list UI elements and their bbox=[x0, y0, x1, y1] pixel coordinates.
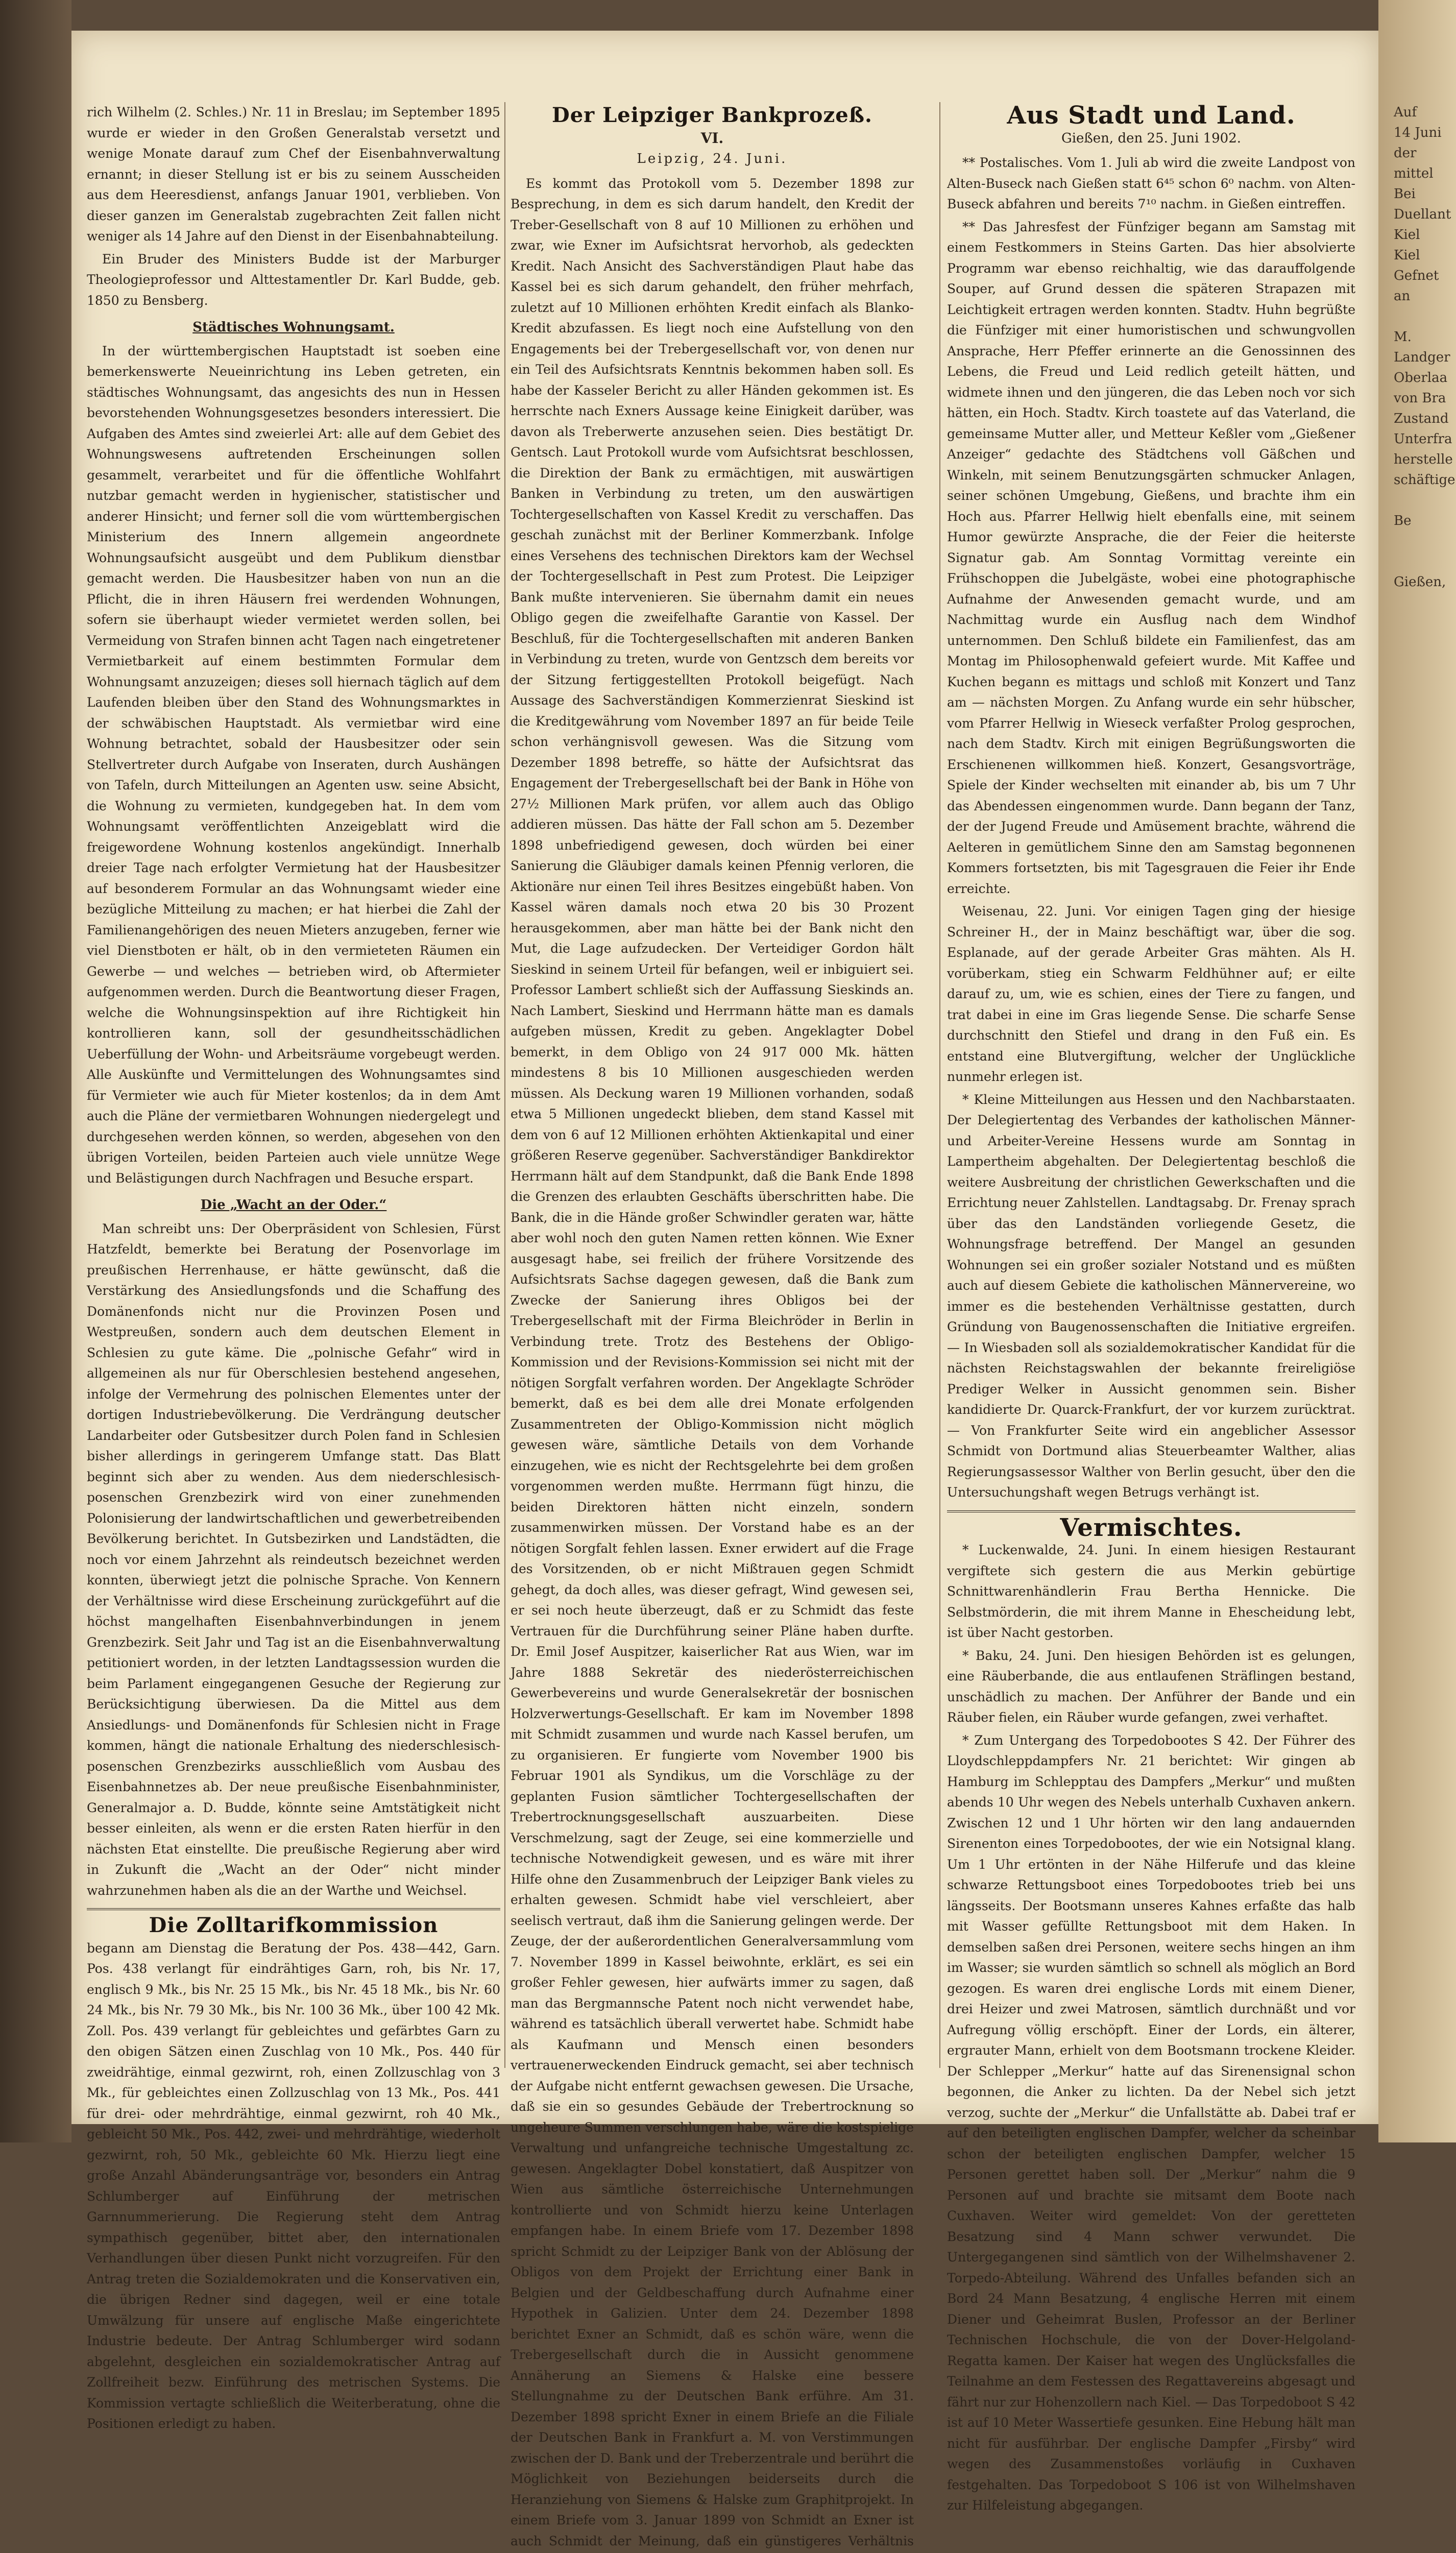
article-paragraph: In der württembergischen Hauptstadt ist soeben eine bemerkenswerte Neueinrichtung ins Leben getreten, ein städtisches Wohnungsamt, das angesichts des nun in Hessen bevorstehenden Wohnungsgesetzes besonders interessiert. Die Aufgaben des Amtes sind zweierlei Art: alle auf dem Gebiet des Wohnungswesens auftretenden Erscheinungen sollen gesammelt, verarbeitet und für die öffentliche Wohlfahrt nutzbar gemacht werden in hygienischer, statistischer und anderer Hinsicht; und ferner soll die vom württembergischen Ministerium des Innern allgemein angeordnete Wohnungsaufsicht ausgeübt und dem Publikum dienstbar gemacht werden. Die Hausbesitzer haben von nun an die Pflicht, die in ihren Häusern frei werdenden Wohnungen, sofern sie überhaupt wieder vermietet werden sollen, bei Vermeidung von Strafen binnen acht Tagen nach eingetretener Vermietbarkeit auf einem bestimmten Formular dem Wohnungsamt anzuzeigen; dieses soll hiernach täglich auf dem Laufenden bleiben über den Stand des Wohnungsmarktes in der schwäbischen Hauptstadt. Als vermietbar wird eine Wohnung betrachtet, sobald der Hausbesitzer oder sein Stellvertreter durch Aufgabe von Inseraten, durch Aushängen von Tafeln, durch Mitteilungen an Agenten usw. seine Absicht, die Wohnung zu vermieten, kundgegeben hat. In dem vom Wohnungsamt veröffentlichten Anzeigeblatt wird die freigewordene Wohnung kostenlos angekündigt. Innerhalb dreier Tage nach erfolgter Vermietung hat der Hausbesitzer auf besonderem Formular an das Wohnungsamt wieder eine bezügliche Mitteilung zu machen; er hat hierbei die Zahl der Familienangehörigen des neuen Mieters anzugeben, ferner wie viel Dienstboten er hält, ob in den vermieteten Räumen ein Gewerbe — und welches — betrieben wird, ob Aftermieter aufgenommen werden. Durch die Beantwortung dieser Fragen, welche die Wohnungsinspektion auf ihre Richtigkeit hin kontrollieren kann, soll der gesundheitsschädlichen Ueberfüllung der Wohn- und Arbeitsräume vorgebeugt werden. Alle Auskünfte und Vermittelungen des Wohnungsamtes sind für Vermieter wie auch für Mieter kostenlos; da in dem Amt auch die Pläne der vermietbaren Wohnungen niedergelegt und durchgesehen werden können, so werden, abgesehen von den übrigen Vorteilen, beiden Parteien auch viele unnütze Wege und Belästigungen durch Nachfragen und Besuche erspart. bbox=[87, 341, 500, 1189]
book-spine bbox=[0, 0, 71, 2142]
section-heading: Die „Wacht an der Oder.“ bbox=[87, 1195, 500, 1216]
column-middle bbox=[511, 102, 914, 2553]
article-continuation: rich Wilhelm (2. Schles.) Nr. 11 in Breslau; im September 1895 wurde er wieder in den Großen Generalstab versetzt und wenige Monate darauf zum Chef der Eisenbahnverwaltung ernannt; in dieser Stellung ist er bis zu seinem Ausscheiden aus dem Heeresdienst, anfangs Januar 1901, verblieben. Von dieser ganzen im Generalstab zugebrachten Zeit fallen nicht weniger als 14 Jahre auf den Dienst in der Eisenbahnabteilung. bbox=[87, 102, 500, 247]
section-title: Vermischtes. bbox=[947, 1518, 1355, 1538]
column-right bbox=[947, 102, 1355, 2518]
article-paragraph: * Kleine Mitteilungen aus Hessen und den Nachbarstaaten. Der Delegiertentag des Verbandes der katholischen Männer- und Arbeiter-Vereine Hessens wurde am Sonntag in Lampertheim abgehalten. Der Delegiertentag beschloß die weitere Ausbreitung der christlichen Gewerkschaften und die Errichtung neuer Zahlstellen. Landtagsabg. Dr. Frenay sprach über das den Landständen vorliegende Gesetz, die Wohnungsfrage betreffend. Der Mangel an gesunden Wohnungen sei ein großer sozialer Notstand und es müßten auch auf diesem Gebiete die katholischen Männervereine, wo immer es die bestehenden Verhältnisse gestatten, durch Gründung von Baugenossenschaften die Initiative ergreifen. — In Wiesbaden soll als sozialdemokratischer Kandidat für die nächsten Reichstagswahlen der bekannte freireligiöse Prediger Welker in Aussicht genommen sein. Bisher kandidierte Dr. Quarck-Frankfurt, der vor kurzem zurücktrat. — Von Frankfurter Seite wird ein angeblicher Assessor Schmidt von Dortmund alias Steuerbeamter Walther, alias Regierungsassessor Walther von Berlin gesucht, über den die Untersuchungshaft wegen Betrugs verhängt ist. bbox=[947, 1090, 1355, 1503]
section-heading: Die Zolltarifkommission bbox=[87, 1915, 500, 1936]
article-paragraph: ** Postalisches. Vom 1. Juli ab wird die zweite Landpost von Alten-Buseck nach Gießen statt 6⁴⁵ schon 6⁰ nachm. von Alten-Buseck abfahren und bereits 7¹⁰ nachm. in Gießen eintreffen. bbox=[947, 153, 1355, 215]
section-heading: Städtisches Wohnungsamt. bbox=[87, 317, 500, 338]
column-left bbox=[87, 102, 500, 2437]
article-paragraph: * Zum Untergang des Torpedobootes S 42. Der Führer des Lloydschleppdampfers Nr. 21 berichtet: Wir gingen ab Hamburg im Schlepptau des Dampfers „Merkur“ und mußten abends 10 Uhr wegen des Nebels unterhalb Cuxhaven ankern. Zwischen 12 und 1 Uhr hörten wir den lang andauernden Sirenenton eines Torpedobootes, der wie ein Notsignal klang. Um 1 Uhr ertönten in der Nähe Hilferufe und das kleine schwarze Rettungsboot eines Torpedobootes trieb bei uns längsseits. Der Bootsmann unseres Kahnes erfaßte das halb mit Wasser gefüllte Rettungsboot mit dem Haken. In demselben saßen drei Personen, weitere sechs hingen an ihm im Wasser; sie wurden sämtlich so schnell als möglich an Bord gezogen. Es waren drei englische Lords mit einem Diener, drei Heizer und zwei Matrosen, sämtlich durchnäßt und vor Aufregung völlig erschöpft. Einer der Lords, ein älterer, ergrauter Mann, erhielt von dem Bootsmann trockene Kleider. Der Schlepper „Merkur“ hatte auf das Sirenensignal schon begonnen, die Anker zu lichten. Da der Nebel sich jetzt verzog, suchte der „Merkur“ die Unfallstätte ab. Dabei traf er auf den beteiligten englischen Dampfer, welcher da scheinbar schon der beteiligten englischen Dampfer, welcher 15 Personen gerettet haben soll. Der „Merkur“ nahm die 9 Personen auf und brachte sie mitsamt dem Boote nach Cuxhaven. Weiter wird gemeldet: Von der geretteten Besatzung sind 4 Mann schwer verwundet. Die Untergegangenen sind sämtlich von der Wilhelmshavener 2. Torpedo-Abteilung. Während des Unfalles befanden sich an Bord 24 Mann Besatzung, 4 englische Herren mit einem Diener und Geheimrat Buslen, Professor an der Berliner Technischen Hochschule, die von der Dover-Helgoland-Regatta kamen. Der Kaiser hat wegen des Unglücksfalles die Teilnahme an dem Festessen des Regattavereins abgesagt und fährt nur zur Hohenzollern nach Kiel. — Das Torpedoboot S 42 ist auf 10 Meter Wassertiefe gesunken. Eine Hebung hält man nicht für ausführbar. Der englische Dampfer „Firsby“ wird wegen des Zusammenstoßes vorläufig in Cuxhaven festgehalten. Das Torpedoboot S 106 ist von Wilhelmshaven zur Hilfeleistung abgegangen. bbox=[947, 1730, 1355, 2516]
article-paragraph: Weisenau, 22. Juni. Vor einigen Tagen ging der hiesige Schreiner H., der in Mainz beschäftigt war, über die sog. Esplanade, auf der gerade Arbeiter Gras mähten. Als H. vorüberkam, stieg ein Schwarm Feldhühner auf; er eilte darauf zu, um, wie es schien, eines der Tiere zu fangen, und trat dabei in eine im Gras liegende Sense. Die scharfe Sense durchschnitt den Stiefel und drang in den Fuß ein. Es entstand eine Blutvergiftung, welcher der Unglückliche nunmehr erlegen ist. bbox=[947, 901, 1355, 1088]
section-title: Aus Stadt und Land. bbox=[947, 105, 1355, 126]
column-divider bbox=[939, 102, 940, 2068]
column-divider bbox=[504, 102, 505, 2068]
dateline: Leipzig, 24. Juni. bbox=[511, 149, 914, 170]
article-title: Der Leipziger Bankprozeß. bbox=[511, 105, 914, 126]
adjacent-page-text: Auf 14 Juni der mittel Bei Duellant Kiel Kiel Gefnet an M. Landger Oberlaa von Bra Zustand Unterfra herstelle schäftige Be Gießen, bbox=[1378, 0, 1456, 592]
article-paragraph: Es kommt das Protokoll vom 5. Dezember 1898 zur Besprechung, in dem es sich darum handelt, den Kredit der Treber-Gesellschaft von 8 auf 10 Millionen zu erhöhen und zwar, wie Exner im Aufsichtsrat hervorhob, als gedeckten Kredit. Nach Ansicht des Sachverständigen Plaut habe das Kassel bei es sich darum gehandelt, den früher mehrfach, zuletzt auf 10 Millionen erhöhten Kredit einfach als Blanko-Kredit abzufassen. Es liegt noch eine Aufstellung von den Engagements bei der Trebergesellschaft vor, von denen nur ein Teil des Aufsichtsrats Kenntnis bekommen haben soll. Es habe der Kasseler Bericht zu aller Händen gekommen ist. Es herrschte nach Exners Aussage keine Einigkeit darüber, was davon als Treberwerte anzusehen seien. Dies bestätigt Dr. Gentsch. Laut Protokoll wurde vom Aufsichtsrat beschlossen, die Direktion der Bank zu ermächtigen, mit auswärtigen Banken in Verbindung zu treten, um den auswärtigen Tochtergesellschaften von Kassel Kredit zu verschaffen. Das geschah zunächst mit der Berliner Kommerzbank. Infolge eines Versehens des technischen Direktors kam der Wechsel der Tochtergesellschaft in Pest zum Protest. Die Leipziger Bank mußte intervenieren. Sie übernahm damit ein neues Obligo gegen die zweifelhafte Garantie von Kassel. Der Beschluß, für die Tochtergesellschaften mit anderen Banken in Verbindung zu treten, wurde von Gentzsch dem bereits vor der Sitzung fertiggestellten Protokoll beigefügt. Nach Aussage des Sachverständigen Kommerzienrat Sieskind ist die Kreditgewährung vom November 1897 an für beide Teile schon verhängnisvoll gewesen. Was die Sitzung vom Dezember 1898 betreffe, so hätte der Aufsichtsrat das Engagement der Trebergesellschaft bei der Bank in Höhe von 27½ Millionen Mark prüfen, vor allem auch das Obligo addieren müssen. Das hätte der Fall schon am 5. Dezember 1898 unbefriedigend gewesen, doch würden bei einer Sanierung die Gläubiger damals keinen Pfennig verloren, die Aktionäre nur einen Teil ihres Besitzes eingebüßt haben. Von Kassel wären damals noch etwa 20 bis 30 Prozent herausgekommen, aber man hätte bei der Bank nicht den Mut, die Lage aufzudecken. Der Verteidiger Gordon hält Sieskind in seinem Urteil für befangen, weil er inbiguiert sei. Professor Lambert schließt sich der Auffassung Sieskinds an. Nach Lambert, Sieskind und Herrmann hätte man es damals aufgeben müssen, Kredit zu geben. Angeklagter Dobel bemerkt, in dem Obligo von 24 917 000 Mk. hätten mindestens 8 bis 10 Millionen ausgeschieden werden müssen. Als Deckung waren 19 Millionen vorhanden, sodaß etwa 5 Millionen ungedeckt blieben, dem stand Kassel mit dem von 6 auf 12 Millionen erhöhten Aktienkapital und einer größeren Reserve gegenüber. Sachverständiger Bankdirektor Herrmann hält auf dem Standpunkt, daß die Bank Ende 1898 die Grenzen des erlaubten Geschäfts überschritten habe. Die Bank, die in die Hände großer Schwindler geraten war, hätte aber wohl noch den guten Namen retten können. Wie Exner ausgesagt habe, sei freilich der frühere Vorsitzende des Aufsichtsrats Sachse dagegen gewesen, daß die Bank zum Zwecke der Sanierung ihres Obligos bei der Trebergesellschaft mit der Firma Bleichröder in Berlin in Verbindung trete. Trotz des Bestehens der Obligo-Kommission und der Revisions-Kommission sei nicht mit der nötigen Sorgfalt verfahren worden. Der Angeklagte Schröder bemerkt, daß es bei dem alle drei Monate erfolgenden Zusammentreten der Obligo-Kommission nicht möglich gewesen wäre, sämtliche Details von dem Vorhande einzugehen, wie es nicht der Rechtsgelehrte bei dem großen vorgenommen werden mußte. Herrmann fügt hinzu, die beiden Direktoren hätten nicht einzeln, sondern zusammenwirken müssen. Der Vorstand habe es an der nötigen Sorgfalt fehlen lassen. Exner erwidert auf die Frage des Vorsitzenden, ob er nicht Mißtrauen gegen Schmidt gehegt, da doch alles, was dieser gefragt, Wind gewesen sei, er sei noch heute überzeugt, daß er zu Schmidt das feste Vertrauen für die Durchführung seiner Pläne haben durfte. Dr. Emil Josef Auspitzer, kaiserlicher Rat aus Wien, war im Jahre 1888 Sekretär des niederösterreichischen Gewerbevereins und wurde Generalsekretär der bosnischen Holzverwertungs-Gesellschaft. Er kam im November 1898 mit Schmidt zusammen und wurde nach Kassel berufen, um zu organisieren. Er fungierte vom November 1900 bis Februar 1901 als Syndikus, um die Vorschläge zu der geplanten Fusion sämtlicher Tochtergesellschaften der Trebertrocknungsgesellschaft auszuarbeiten. Diese Verschmelzung, sagt der Zeuge, sei eine kommerzielle und technische Notwendigkeit gewesen, und es wäre mit ihrer Hilfe ohne den Zusammenbruch der Leipziger Bank vieles zu erhalten gewesen. Schmidt habe viel verschleiert, aber seelisch vertraut, daß ihm die Sanierung gelingen werde. Der Zeuge, der der außerordentlichen Generalversammlung vom 7. November 1899 in Kassel beiwohnte, erklärt, es sei ein großer Fehler gewesen, hier aufwärts immer zu sagen, daß man das Bergmannsche Patent noch nicht verwendet habe, während es tatsächlich überall verwertet habe. Schmidt habe als Kaufmann und Mensch einen besonders vertrauenerweckenden Eindruck gemacht, sei aber technisch der Aufgabe nicht entfernt gewachsen gewesen. Die Ursache, daß sie ein so gesundes Gebäude der Trebertrocknung so ungeheure Summen verschlungen habe, wäre die kostspielige Verwaltung und unfangreiche technische Umgestaltung zc. gewesen. Angeklagter Dobel konstatiert, daß Auspitzer von Wien aus sämtliche österreichische Unternehmungen kontrollierte und von Schmidt hierzu keine Unterlagen empfangen habe. In einem Briefe vom 17. Dezember 1898 spricht Schmidt zu der Leipziger Bank von der Ablösung der Obligos von dem Projekt der Errichtung einer Bank in Belgien und der Geldbeschaffung durch Aufnahme einer Hypothek in Galizien. Unter dem 24. Dezember 1898 berichtet Exner an Schmidt, daß es schön wäre, wenn die Trebergesellschaft durch die in Aussicht genommene Annäherung an Siemens & Halske eine bessere Stellungnahme zu der Deutschen Bank erführe. Am 31. Dezember 1898 spricht Exner in einem Briefe an die Filiale der Deutschen Bank in Frankfurt a. M. von Verstimmungen zwischen der D. Bank und der Treberzentrale und berührt die Möglichkeit von Beziehungen beiderseits durch die Heranziehung von Siemens & Halske zum Graphitprojekt. In einem Briefe vom 3. Januar 1899 von Schmidt an Exner ist auch Schmidt der Meinung, daß ein günstigeres Verhältnis bbox=[511, 174, 914, 2553]
article-paragraph: Man schreibt uns: Der Oberpräsident von Schlesien, Fürst Hatzfeldt, bemerkte bei Beratung der Posenvorlage im preußischen Herrenhause, er hätte gewünscht, daß die Verstärkung des Ansiedlungsfonds und die Schaffung des Domänenfonds nicht nur die Provinzen Posen und Westpreußen, sondern auch dem deutschen Element in Schlesien zu gute käme. Die „polnische Gefahr“ wird in allgemeinen als nur für Oberschlesien bestehend angesehen, infolge der Vermehrung des polnischen Elementes unter der dortigen Industriebevölkerung. Die Verdrängung deutscher Landarbeiter oder Gutsbesitzer durch Polen fand in Schlesien bisher allerdings in geringerem Umfange statt. Das Blatt beginnt sich aber zu wenden. Aus dem niederschlesisch-posenschen Grenzbezirk wird von einer zunehmenden Polonisierung der landwirtschaftlichen und gewerbetreibenden Bevölkerung berichtet. In Gutsbezirken und Landstädten, die noch vor einem Jahrzehnt als reindeutsch bezeichnet werden konnten, überwiegt jetzt die polnische Sprache. Von Kennern der Verhältnisse wird diese Erscheinung zurückgeführt auf die höchst mangelhaften Eisenbahnverbindungen in jenem Grenzbezirk. Seit Jahr und Tag ist an die Eisenbahnverwaltung petitioniert worden, in der letzten Landtagssession wurden die beim Parlament eingegangenen Gesuche der Regierung zur Berücksichtigung überwiesen. Da die Mittel aus dem Ansiedlungs- und Domänenfonds für Schlesien nicht in Frage kommen, hängt die nationale Erhaltung des niederschlesisch-posenschen Grenzbezirks ausschließlich vom Ausbau des Eisenbahnnetzes ab. Der neue preußische Eisenbahnminister, Generalmajor a. D. Budde, könnte seine Amtstätigkeit nicht besser einleiten, als wenn er die ersten Raten hierfür in den nächsten Etat einstellte. Die preußische Regierung aber wird in Zukunft die „Wacht an der Oder“ nicht minder wahrzunehmen haben als die an der Warthe und Weichsel. bbox=[87, 1219, 500, 1901]
dateline: Gießen, den 25. Juni 1902. bbox=[947, 128, 1355, 149]
article-paragraph: Ein Bruder des Ministers Budde ist der Marburger Theologieprofessor und Alttestamentler Dr. Karl Budde, geb. 1850 zu Bensberg. bbox=[87, 249, 500, 311]
adjacent-page-edge bbox=[1378, 0, 1456, 2142]
article-part: VI. bbox=[511, 128, 914, 149]
separator-rule bbox=[947, 1510, 1355, 1512]
separator-rule bbox=[87, 1908, 500, 1910]
article-paragraph: begann am Dienstag die Beratung der Pos. 438—442, Garn. Pos. 438 verlangt für eindrähtiges Garn, roh, bis Nr. 17, englisch 9 Mk., bis Nr. 25 15 Mk., bis Nr. 45 18 Mk., bis Nr. 60 24 Mk., bis Nr. 79 30 Mk., bis Nr. 100 36 Mk., über 100 42 Mk. Zoll. Pos. 439 verlangt für gebleichtes und gefärbtes Garn zu den obigen Sätzen einen Zuschlag von 10 Mk., Pos. 440 für zweidrähtige, einmal gezwirnt, roh, einen Zollzuschlag von 3 Mk., für gebleichtes einen Zollzuschlag von 13 Mk., Pos. 441 für drei- oder mehrdrähtige, einmal gezwirnt, roh 40 Mk., gebleicht 50 Mk., Pos. 442, zwei- und mehrdrähtige, wiederholt gezwirnt, roh, 50 Mk., gebleichte 60 Mk. Hierzu liegt eine große Anzahl Abänderungsanträge vor, besonders ein Antrag Schlumberger auf Einführung der metrischen Garnnummerierung. Die Regierung steht dem Antrag sympathisch gegenüber, bittet aber, den internationalen Verhandlungen über diesen Punkt nicht vorzugreifen. Für den Antrag treten die Sozialdemokraten und die Konservativen ein, die übrigen Redner sind dagegen, weil er eine totale Umwälzung für unsere auf englische Maße eingerichtete Industrie bedeute. Der Antrag Schlumberger wird sodann abgelehnt, desgleichen ein sozialdemokratischer Antrag auf Zollfreiheit bezw. Einführung des metrischen Systems. Die Kommission vertagte schließlich die Weiterberatung, ohne die Positionen erledigt zu haben. bbox=[87, 1938, 500, 2435]
article-paragraph: * Luckenwalde, 24. Juni. In einem hiesigen Restaurant vergiftete sich gestern die aus Merkin gebürtige Schnittwarenhändlerin Frau Bertha Hennicke. Die Selbstmörderin, die mit ihrem Manne in Ehescheidung lebt, ist über Nacht gestorben. bbox=[947, 1540, 1355, 1644]
article-paragraph: ** Das Jahresfest der Fünfziger begann am Samstag mit einem Festkommers in Steins Garten. Das hier absolvierte Programm war ebenso reichhaltig, wie das darauffolgende Souper, auf Grund dessen die späteren Strapazen mit Leichtigkeit ertragen werden konnten. Stadtv. Huhn begrüßte die Fünfziger mit einer humoristischen und schwungvollen Ansprache, Herr Pfeffer erinnerte an die Genossinnen des Lebens, die Freud und Leid redlich geteilt hätten, und widmete ihnen und den jüngeren, die das Leben noch vor sich hätten, ein Hoch. Stadtv. Kirch toastete auf das Vaterland, die gemeinsame Mutter aller, und Metteur Keßler vom „Gießener Anzeiger“ gedachte des Städtchens voll Gäßchen und Winkeln, mit seinem Benutzungsgärten schmucker Anlagen, seiner schönen Umgebung, Gießens, und brachte ihm ein Hoch aus. Pfarrer Hellwig hielt ebenfalls eine, mit seinem Humor gewürzte Ansprache, die der Feier die heiterste Signatur gab. Am Sonntag Vormittag vereinte ein Frühschoppen die Jubelgäste, wobei eine photographische Aufnahme der Anwesenden gemacht wurde, und am Nachmittag wurde ein Ausflug nach dem Windhof unternommen. Den Schluß bildete ein Familienfest, das am Montag im Philosophenwald gefeiert wurde. Mit Kaffee und Kuchen begann es mittags und schloß mit Konzert und Tanz am — nächsten Morgen. Zu Anfang wurde ein sehr hübscher, vom Pfarrer Hellwig in Wieseck verfaßter Prolog gesprochen, nach dem Stadtv. Kirch mit einigen Begrüßungsworten die Erschienenen willkommen hieß. Konzert, Gesangsvorträge, Spiele der Kinder wechselten mit einander ab, bis um 7 Uhr das Abendessen eingenommen wurde. Dann begann der Tanz, der der Jugend Freude und Amüsement brachte, während die Aelteren in gemütlichem Sinne den am Samstag begonnenen Kommers fortsetzten, bis mit Tagesgrauen die Feier ihr Ende erreichte. bbox=[947, 217, 1355, 900]
article-paragraph: * Baku, 24. Juni. Den hiesigen Behörden ist es gelungen, eine Räuberbande, die aus entlaufenen Sträflingen bestand, unschädlich zu machen. Der Anführer der Bande und ein Räuber fielen, ein Räuber wurde gefangen, zwei verhaftet. bbox=[947, 1646, 1355, 1728]
